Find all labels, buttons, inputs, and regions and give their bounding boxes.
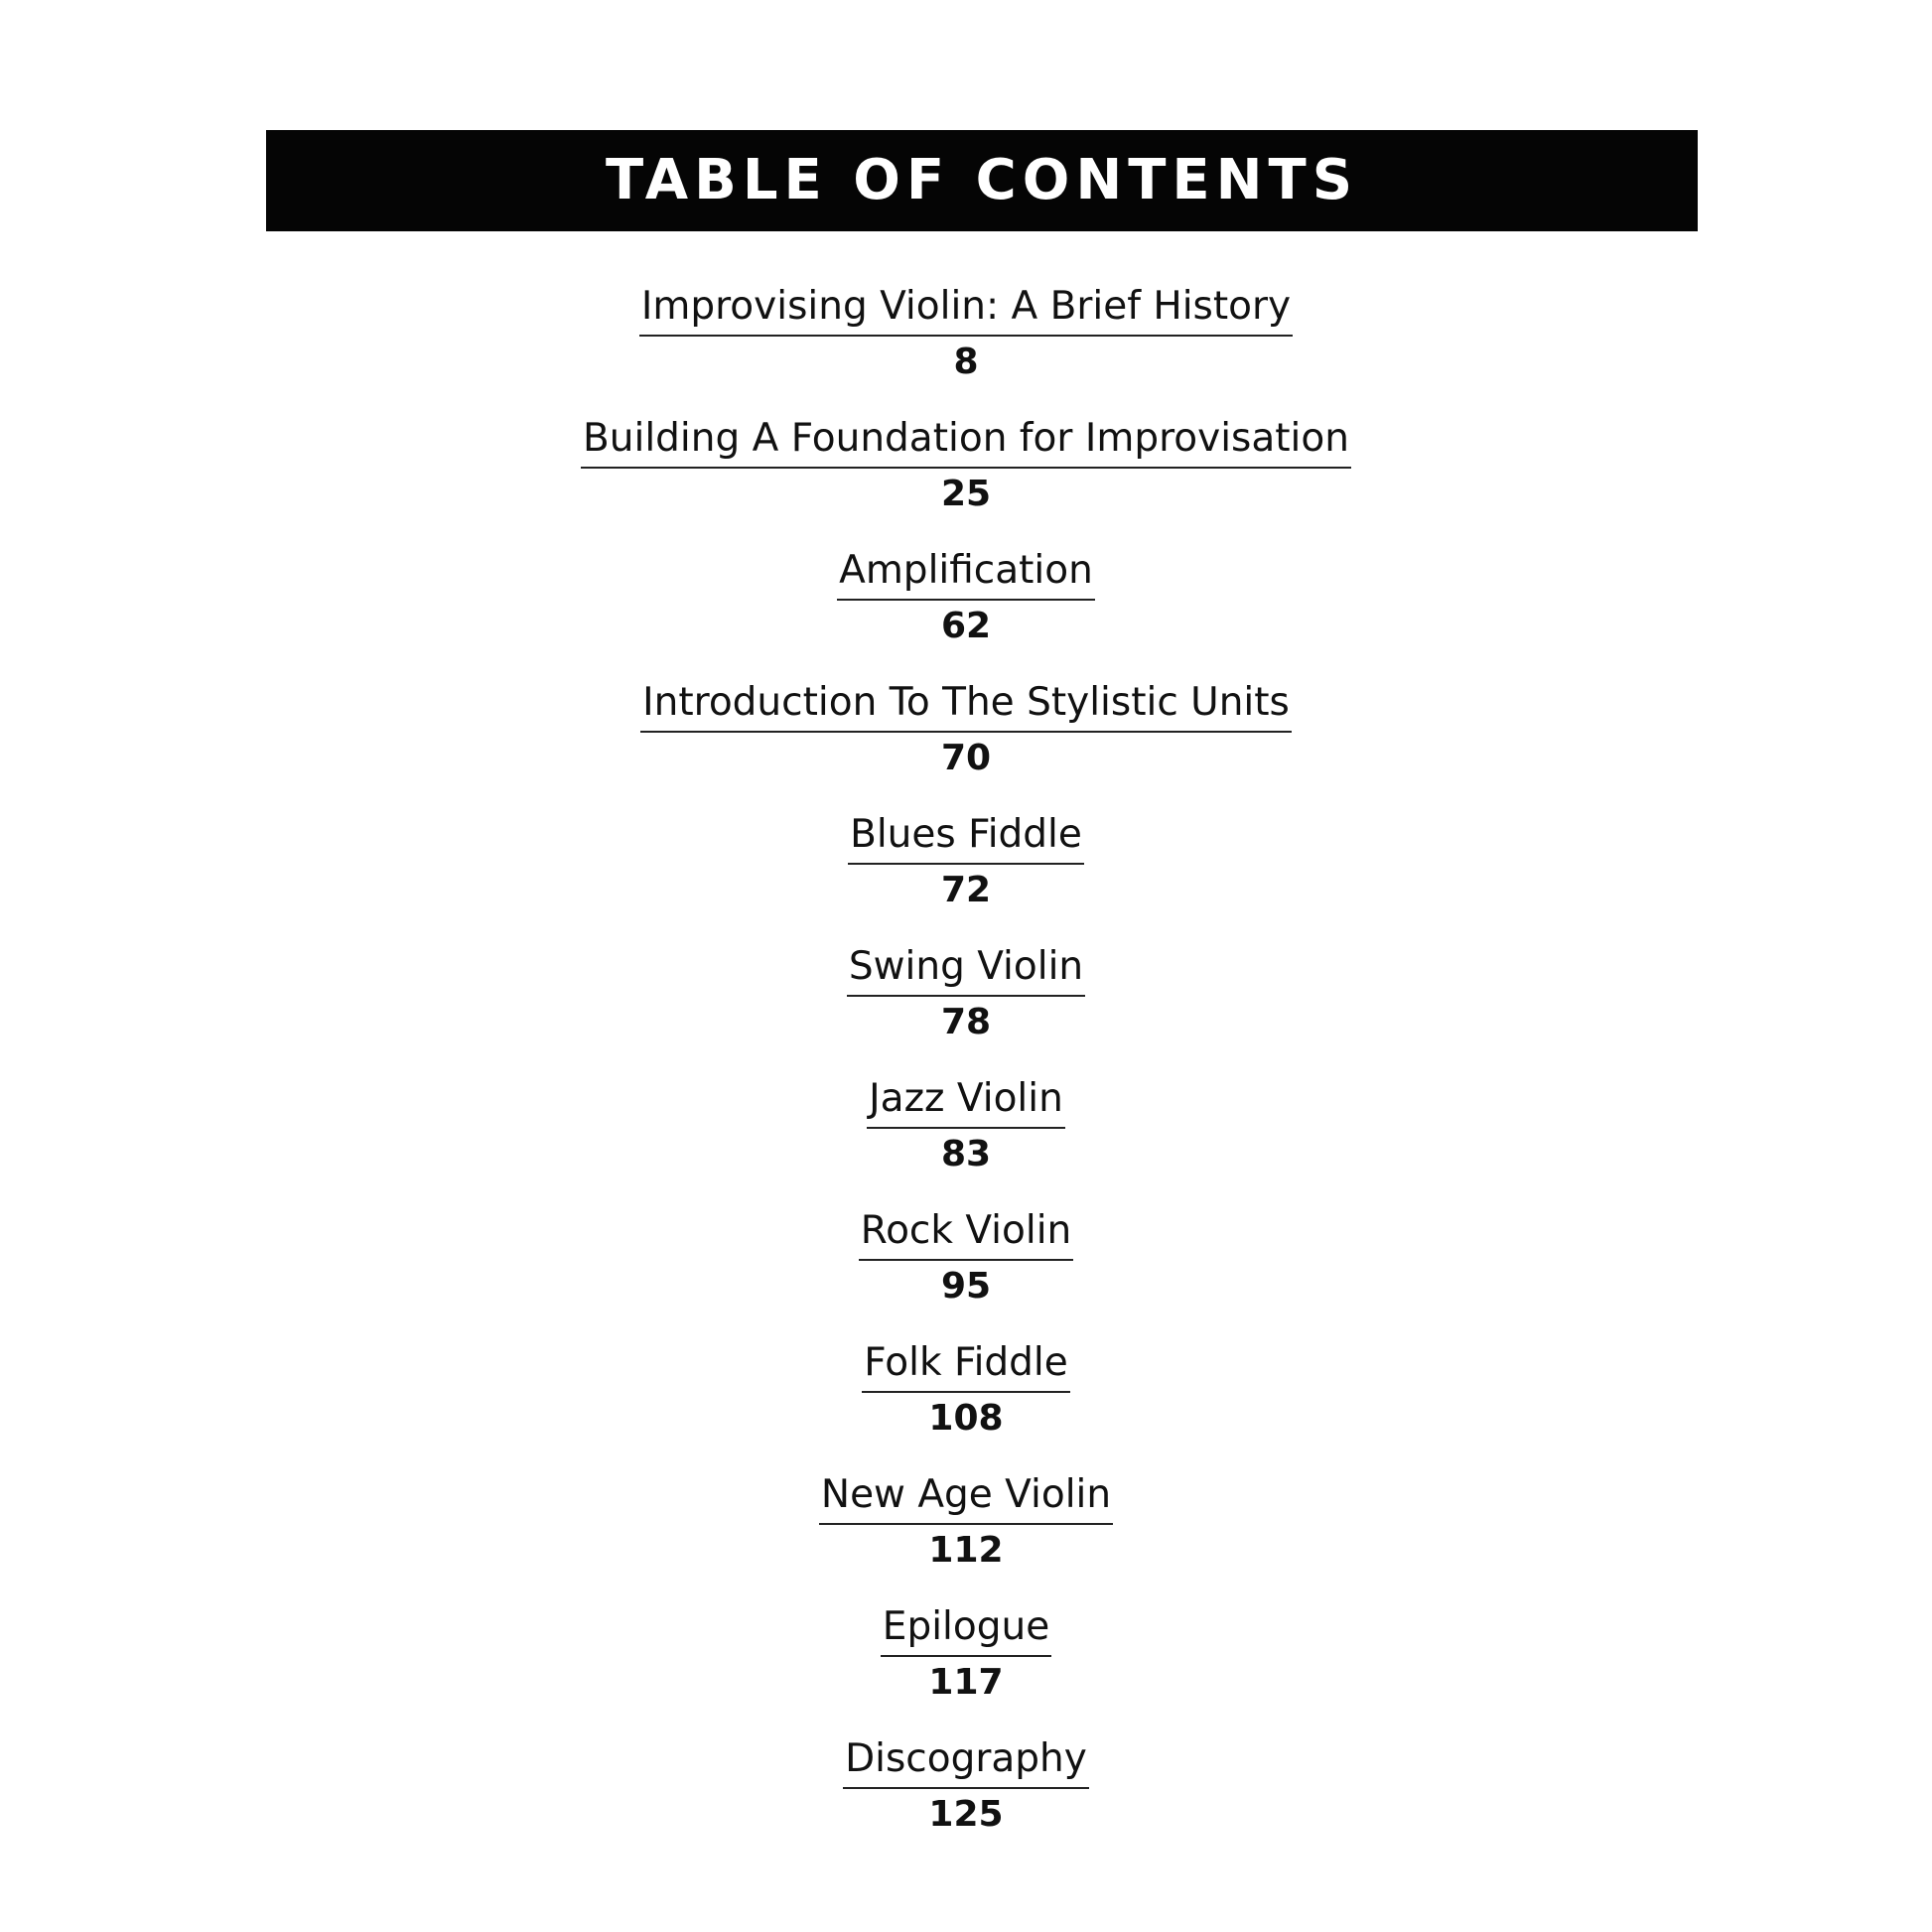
toc-entry[interactable] bbox=[640, 680, 1292, 812]
toc-entry-title: Amplification bbox=[837, 548, 1095, 601]
toc-entry-title: Folk Fiddle bbox=[862, 1340, 1070, 1393]
toc-entry-title: Introduction To The Stylistic Units bbox=[640, 680, 1292, 733]
toc-entry-title: Discography bbox=[843, 1736, 1089, 1789]
toc-entry-title: Improvising Violin: A Brief History bbox=[639, 284, 1293, 337]
toc-entry[interactable] bbox=[819, 1472, 1113, 1604]
toc-entry[interactable] bbox=[847, 944, 1085, 1076]
toc-entry-title: Rock Violin bbox=[859, 1208, 1074, 1261]
toc-entry-page: 78 bbox=[940, 1001, 992, 1042]
toc-entry-page: 112 bbox=[928, 1529, 1004, 1571]
toc-entry-page: 125 bbox=[928, 1793, 1004, 1835]
toc-entry-title: Blues Fiddle bbox=[848, 812, 1084, 865]
title-banner bbox=[266, 130, 1698, 231]
toc-entry-title: Swing Violin bbox=[847, 944, 1085, 997]
page-title: TABLE OF CONTENTS bbox=[605, 148, 1359, 212]
toc-entry[interactable] bbox=[639, 284, 1293, 416]
toc-entry-title: New Age Violin bbox=[819, 1472, 1113, 1525]
toc-entry-page: 70 bbox=[940, 737, 992, 778]
toc-entry[interactable] bbox=[848, 812, 1084, 944]
toc-entry[interactable] bbox=[843, 1736, 1089, 1868]
toc-entry-page: 95 bbox=[940, 1265, 992, 1307]
toc-entry-page: 8 bbox=[953, 341, 979, 382]
toc-entry[interactable] bbox=[881, 1604, 1051, 1736]
toc-entry-page: 108 bbox=[928, 1397, 1004, 1439]
toc-entry[interactable] bbox=[581, 416, 1351, 548]
toc-entry[interactable] bbox=[859, 1208, 1074, 1340]
toc-entry[interactable] bbox=[837, 548, 1095, 680]
toc-entry-page: 117 bbox=[928, 1661, 1004, 1703]
toc-entry-page: 83 bbox=[940, 1133, 992, 1174]
toc-entry-title: Epilogue bbox=[881, 1604, 1051, 1657]
toc-entry-page: 62 bbox=[940, 605, 992, 646]
toc-entry-page: 72 bbox=[940, 869, 992, 910]
toc-entry[interactable] bbox=[862, 1340, 1070, 1472]
table-of-contents bbox=[0, 284, 1932, 1868]
toc-entry[interactable] bbox=[867, 1076, 1065, 1208]
toc-entry-page: 25 bbox=[940, 473, 992, 514]
toc-entry-title: Jazz Violin bbox=[867, 1076, 1065, 1129]
toc-entry-title: Building A Foundation for Improvisation bbox=[581, 416, 1351, 469]
